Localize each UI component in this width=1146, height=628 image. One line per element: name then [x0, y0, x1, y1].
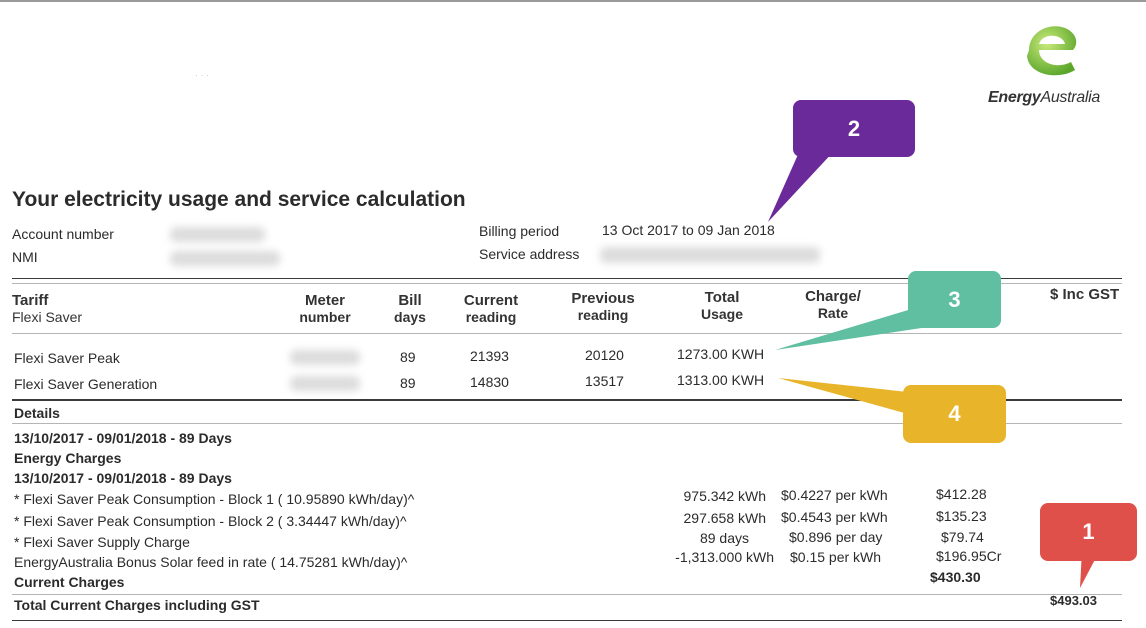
usage-row-tariff: Flexi Saver Generation: [14, 376, 158, 392]
current-charges-label: Current Charges: [14, 574, 125, 590]
energy-charges-period: 13/10/2017 - 09/01/2018 - 89 Days: [14, 470, 232, 486]
charge-line-rate: $0.4227 per kWh: [781, 487, 888, 503]
tariff-header: Tariff Flexi Saver: [12, 292, 83, 325]
charge-line-amount: $135.23: [936, 508, 987, 524]
charge-line-usage: 975.342 kWh: [683, 488, 766, 504]
charge-line-usage: 89 days: [699, 530, 749, 546]
service-address-label: Service address: [479, 246, 580, 262]
brand-wordmark: EnergyAustralia: [988, 89, 1101, 106]
callout-2-pointer: [768, 150, 835, 222]
current-charges-value: $430.30: [930, 569, 981, 585]
charge-rate-header: Charge/ Rate: [805, 288, 861, 321]
total-charges-value: $493.03: [1050, 593, 1097, 608]
usage-row-current: 21393: [470, 348, 509, 364]
details-period: 13/10/2017 - 09/01/2018 - 89 Days: [14, 430, 232, 446]
callout-2: 2: [793, 100, 915, 157]
usage-row-bill-days: 89: [400, 375, 416, 391]
callout-1: 1: [1040, 503, 1137, 561]
charge-line-amount: $79.74: [941, 529, 984, 545]
callout-4: 4: [903, 385, 1006, 443]
inc-gst-header: $ Inc GST: [1050, 286, 1120, 303]
charge-line-desc: * Flexi Saver Peak Consumption - Block 2 ( 3.34447 kWh/day)^: [14, 513, 407, 529]
charge-line-desc: EnergyAustralia Bonus Solar feed in rate ( 14.75281 kWh/day)^: [14, 554, 408, 570]
charge-line-rate: $0.896 per day: [789, 529, 883, 545]
energy-charges-heading: Energy Charges: [14, 450, 122, 466]
charge-line-amount: $196.95Cr: [936, 548, 1002, 564]
charge-line-desc: * Flexi Saver Supply Charge: [14, 534, 190, 550]
callout-3: 3: [908, 271, 1001, 328]
billing-period-label: Billing period: [479, 223, 560, 239]
charge-line-usage: 297.658 kWh: [683, 510, 766, 526]
charge-line-amount: $412.28: [936, 486, 987, 502]
account-number-label: Account number: [12, 226, 114, 242]
page-title: Your electricity usage and service calculation: [12, 188, 466, 211]
details-heading: Details: [14, 405, 60, 421]
nmi-label: NMI: [12, 249, 38, 265]
total-usage-header: Total Usage: [700, 289, 744, 322]
current-reading-header: Current reading: [463, 292, 519, 325]
usage-row-previous: 20120: [585, 347, 624, 363]
total-charges-label: Total Current Charges including GST: [14, 597, 260, 613]
usage-row-tariff: Flexi Saver Peak: [14, 350, 120, 366]
charge-line-usage: -1,313.000 kWh: [675, 549, 774, 565]
usage-row-total: 1273.00 KWH: [677, 346, 765, 362]
charge-line-desc: * Flexi Saver Peak Consumption - Block 1 ( 10.95890 kWh/day)^: [14, 491, 415, 507]
usage-row-bill-days: 89: [400, 349, 416, 365]
usage-row-previous: 13517: [585, 373, 624, 389]
billing-period-value: 13 Oct 2017 to 09 Jan 2018: [602, 222, 775, 238]
scan-noise: · · ·: [195, 70, 209, 80]
charge-line-rate: $0.15 per kWh: [790, 549, 882, 565]
bill-days-header: Bill days: [394, 292, 426, 325]
meter-number-header: Meter number: [299, 292, 351, 325]
charge-line-rate: $0.4543 per kWh: [781, 509, 888, 525]
usage-row-current: 14830: [470, 374, 509, 390]
callout-4-pointer: [778, 378, 908, 414]
previous-reading-header: Previous reading: [571, 290, 635, 323]
usage-row-total: 1313.00 KWH: [677, 372, 765, 388]
